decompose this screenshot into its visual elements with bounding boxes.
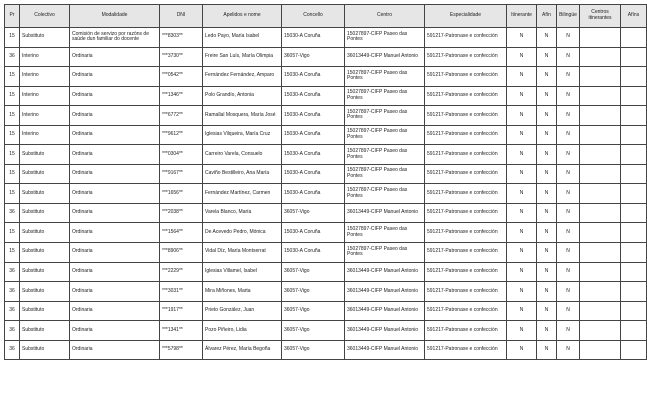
cell-especialidade: 591217-Patronaxe e confección: [425, 106, 507, 126]
cell-colectivo: Substituto: [20, 321, 70, 341]
cell-centros-itinerantes: [580, 223, 621, 243]
cell-afins: [621, 301, 647, 321]
cell-itinerante: N: [507, 145, 537, 165]
col-header-pr: Pr: [5, 5, 20, 28]
cell-afins: [621, 164, 647, 184]
cell-pr: 36: [5, 203, 20, 223]
cell-centro: 15027897-CIFP Paseo das Pontes: [345, 86, 425, 106]
cell-bilingue: N: [557, 243, 580, 263]
cell-centro: 36013449-CIFP Manuel Antonio: [345, 321, 425, 341]
cell-apelidos-e-nome: Fernández Fernández, Amparo: [203, 67, 282, 87]
cell-especialidade: 591217-Patronaxe e confección: [425, 47, 507, 67]
cell-afins: [621, 262, 647, 282]
table-container: [4, 4, 640, 360]
cell-centros-itinerantes: [580, 321, 621, 341]
cell-especialidade: 591217-Patronaxe e confección: [425, 321, 507, 341]
cell-apelidos-e-nome: Pozo Piñeiro, Lidia: [203, 321, 282, 341]
cell-concello: 36057-Vigo: [282, 340, 345, 360]
cell-especialidade: 591217-Patronaxe e confección: [425, 67, 507, 87]
cell-apelidos-e-nome: Fernández Martínez, Carmen: [203, 184, 282, 204]
cell-pr: 15: [5, 106, 20, 126]
col-header-afins: Afíns: [621, 5, 647, 28]
cell-apelidos-e-nome: Mira Miñones, Marta: [203, 282, 282, 302]
cell-concello: 15030-A Coruña: [282, 125, 345, 145]
table-body: [5, 28, 647, 360]
cell-centro: 36013449-CIFP Manuel Antonio: [345, 203, 425, 223]
cell-afin: N: [537, 203, 557, 223]
cell-centro: 15027897-CIFP Paseo das Pontes: [345, 28, 425, 48]
cell-bilingue: N: [557, 28, 580, 48]
cell-colectivo: Interino: [20, 125, 70, 145]
cell-itinerante: N: [507, 262, 537, 282]
cell-modalidade: Ordinaria: [70, 106, 160, 126]
col-header-apelidos-e-nome: Apelidos e nome: [203, 5, 282, 28]
cell-concello: 15030-A Coruña: [282, 243, 345, 263]
cell-bilingue: N: [557, 223, 580, 243]
cell-itinerante: N: [507, 106, 537, 126]
cell-especialidade: 591217-Patronaxe e confección: [425, 262, 507, 282]
cell-apelidos-e-nome: De Acevedo Pedro, Mónica: [203, 223, 282, 243]
cell-dni: ***1341**: [160, 321, 203, 341]
table-row: [5, 243, 647, 263]
cell-afin: N: [537, 125, 557, 145]
cell-especialidade: 591217-Patronaxe e confección: [425, 243, 507, 263]
cell-dni: ***8303**: [160, 28, 203, 48]
col-header-especialidade: Especialidade: [425, 5, 507, 28]
cell-modalidade: Ordinaria: [70, 67, 160, 87]
cell-afin: N: [537, 184, 557, 204]
cell-modalidade: Ordinaria: [70, 321, 160, 341]
col-header-centro: Centro: [345, 5, 425, 28]
cell-modalidade: Ordinaria: [70, 164, 160, 184]
cell-centros-itinerantes: [580, 67, 621, 87]
cell-apelidos-e-nome: Ramallal Mosquera, María José: [203, 106, 282, 126]
cell-bilingue: N: [557, 164, 580, 184]
cell-pr: 15: [5, 223, 20, 243]
cell-apelidos-e-nome: Prieto González, Juan: [203, 301, 282, 321]
cell-pr: 15: [5, 67, 20, 87]
table-header: [5, 5, 647, 28]
cell-afins: [621, 340, 647, 360]
cell-modalidade: Ordinaria: [70, 243, 160, 263]
cell-dni: ***8906**: [160, 243, 203, 263]
cell-bilingue: N: [557, 145, 580, 165]
table-row: [5, 106, 647, 126]
cell-afin: N: [537, 67, 557, 87]
cell-itinerante: N: [507, 67, 537, 87]
cell-dni: ***2038**: [160, 203, 203, 223]
cell-bilingue: N: [557, 184, 580, 204]
cell-colectivo: Substituto: [20, 262, 70, 282]
cell-centros-itinerantes: [580, 125, 621, 145]
cell-bilingue: N: [557, 86, 580, 106]
cell-bilingue: N: [557, 67, 580, 87]
col-header-bilingue: Bilingüe: [557, 5, 580, 28]
table-row: [5, 340, 647, 360]
cell-colectivo: Interino: [20, 47, 70, 67]
cell-apelidos-e-nome: Varela Blanco, María: [203, 203, 282, 223]
cell-centro: 15027897-CIFP Paseo das Pontes: [345, 164, 425, 184]
cell-itinerante: N: [507, 340, 537, 360]
cell-especialidade: 591217-Patronaxe e confección: [425, 340, 507, 360]
cell-afins: [621, 282, 647, 302]
cell-modalidade: Ordinaria: [70, 47, 160, 67]
cell-bilingue: N: [557, 125, 580, 145]
cell-colectivo: Substituto: [20, 243, 70, 263]
cell-afin: N: [537, 164, 557, 184]
cell-centro: 36013449-CIFP Manuel Antonio: [345, 340, 425, 360]
cell-afin: N: [537, 145, 557, 165]
cell-modalidade: Ordinaria: [70, 340, 160, 360]
table-row: [5, 125, 647, 145]
cell-afin: N: [537, 301, 557, 321]
header-row: [5, 5, 647, 28]
cell-dni: ***1346**: [160, 86, 203, 106]
table-row: [5, 67, 647, 87]
col-header-concello: Concello: [282, 5, 345, 28]
col-header-itinerante: Itinerante: [507, 5, 537, 28]
cell-modalidade: Ordinaria: [70, 86, 160, 106]
cell-centro: 15027897-CIFP Paseo das Pontes: [345, 106, 425, 126]
cell-apelidos-e-nome: Caviño Bestilleiro, Ana María: [203, 164, 282, 184]
cell-concello: 15030-A Coruña: [282, 164, 345, 184]
cell-modalidade: Ordinaria: [70, 223, 160, 243]
cell-apelidos-e-nome: Polo Grandío, Antonia: [203, 86, 282, 106]
assignments-table: [4, 4, 647, 360]
cell-dni: ***1656**: [160, 184, 203, 204]
cell-colectivo: Interino: [20, 106, 70, 126]
cell-colectivo: Substituto: [20, 282, 70, 302]
cell-afins: [621, 321, 647, 341]
table-row: [5, 321, 647, 341]
cell-especialidade: 591217-Patronaxe e confección: [425, 86, 507, 106]
cell-colectivo: Interino: [20, 67, 70, 87]
cell-dni: ***1917**: [160, 301, 203, 321]
cell-bilingue: N: [557, 106, 580, 126]
cell-especialidade: 591217-Patronaxe e confección: [425, 203, 507, 223]
cell-pr: 15: [5, 243, 20, 263]
cell-centros-itinerantes: [580, 203, 621, 223]
cell-especialidade: 591217-Patronaxe e confección: [425, 164, 507, 184]
cell-centros-itinerantes: [580, 28, 621, 48]
cell-modalidade: Ordinaria: [70, 184, 160, 204]
cell-apelidos-e-nome: Ledo Payo, María Isabel: [203, 28, 282, 48]
cell-itinerante: N: [507, 203, 537, 223]
cell-bilingue: N: [557, 47, 580, 67]
cell-pr: 15: [5, 86, 20, 106]
col-header-centros-itinerantes: Centros itinerantes: [580, 5, 621, 28]
cell-bilingue: N: [557, 301, 580, 321]
cell-itinerante: N: [507, 243, 537, 263]
cell-centro: 36013449-CIFP Manuel Antonio: [345, 282, 425, 302]
col-header-afin: Afín: [537, 5, 557, 28]
cell-centros-itinerantes: [580, 340, 621, 360]
cell-concello: 36057-Vigo: [282, 262, 345, 282]
cell-afin: N: [537, 223, 557, 243]
cell-afins: [621, 145, 647, 165]
cell-itinerante: N: [507, 321, 537, 341]
cell-itinerante: N: [507, 86, 537, 106]
cell-pr: 15: [5, 125, 20, 145]
cell-pr: 36: [5, 282, 20, 302]
cell-dni: ***1564**: [160, 223, 203, 243]
table-row: [5, 164, 647, 184]
cell-colectivo: Substituto: [20, 340, 70, 360]
cell-bilingue: N: [557, 203, 580, 223]
cell-colectivo: Substituto: [20, 28, 70, 48]
cell-concello: 36057-Vigo: [282, 321, 345, 341]
cell-centros-itinerantes: [580, 262, 621, 282]
table-row: [5, 301, 647, 321]
cell-colectivo: Substituto: [20, 203, 70, 223]
cell-itinerante: N: [507, 301, 537, 321]
cell-concello: 15030-A Coruña: [282, 86, 345, 106]
cell-centro: 36013449-CIFP Manuel Antonio: [345, 301, 425, 321]
cell-centros-itinerantes: [580, 282, 621, 302]
cell-modalidade: Ordinaria: [70, 125, 160, 145]
cell-concello: 15030-A Coruña: [282, 106, 345, 126]
cell-afin: N: [537, 28, 557, 48]
cell-centro: 15027897-CIFP Paseo das Pontes: [345, 145, 425, 165]
cell-dni: ***3730**: [160, 47, 203, 67]
cell-bilingue: N: [557, 262, 580, 282]
cell-colectivo: Interino: [20, 86, 70, 106]
cell-centro: 15027897-CIFP Paseo das Pontes: [345, 184, 425, 204]
cell-especialidade: 591217-Patronaxe e confección: [425, 301, 507, 321]
cell-pr: 36: [5, 47, 20, 67]
cell-afin: N: [537, 282, 557, 302]
col-header-dni: DNI: [160, 5, 203, 28]
col-header-modalidade: Modalidade: [70, 5, 160, 28]
cell-itinerante: N: [507, 223, 537, 243]
cell-concello: 36057-Vigo: [282, 301, 345, 321]
cell-afin: N: [537, 243, 557, 263]
cell-concello: 36057-Vigo: [282, 47, 345, 67]
cell-apelidos-e-nome: Vidal Díz, María Montserrat: [203, 243, 282, 263]
cell-centros-itinerantes: [580, 301, 621, 321]
cell-colectivo: Substituto: [20, 164, 70, 184]
cell-pr: 36: [5, 340, 20, 360]
cell-afins: [621, 86, 647, 106]
cell-afin: N: [537, 86, 557, 106]
cell-dni: ***6772**: [160, 106, 203, 126]
cell-afin: N: [537, 340, 557, 360]
cell-centro: 15027897-CIFP Paseo das Pontes: [345, 243, 425, 263]
cell-especialidade: 591217-Patronaxe e confección: [425, 282, 507, 302]
cell-bilingue: N: [557, 340, 580, 360]
cell-concello: 15030-A Coruña: [282, 28, 345, 48]
cell-dni: ***3031**: [160, 282, 203, 302]
cell-afins: [621, 125, 647, 145]
cell-afins: [621, 47, 647, 67]
cell-afins: [621, 184, 647, 204]
cell-concello: 15030-A Coruña: [282, 223, 345, 243]
cell-centros-itinerantes: [580, 145, 621, 165]
table-row: [5, 184, 647, 204]
cell-centros-itinerantes: [580, 243, 621, 263]
cell-concello: 36057-Vigo: [282, 282, 345, 302]
table-row: [5, 28, 647, 48]
cell-pr: 15: [5, 184, 20, 204]
cell-colectivo: Substituto: [20, 184, 70, 204]
cell-dni: ***5798**: [160, 340, 203, 360]
cell-centro: 36013449-CIFP Manuel Antonio: [345, 262, 425, 282]
table-row: [5, 203, 647, 223]
cell-afins: [621, 243, 647, 263]
table-row: [5, 145, 647, 165]
cell-pr: 15: [5, 145, 20, 165]
cell-afins: [621, 106, 647, 126]
cell-especialidade: 591217-Patronaxe e confección: [425, 28, 507, 48]
cell-afin: N: [537, 321, 557, 341]
cell-centros-itinerantes: [580, 86, 621, 106]
cell-especialidade: 591217-Patronaxe e confección: [425, 184, 507, 204]
cell-itinerante: N: [507, 184, 537, 204]
cell-afins: [621, 28, 647, 48]
cell-pr: 36: [5, 321, 20, 341]
cell-pr: 15: [5, 28, 20, 48]
table-row: [5, 282, 647, 302]
cell-concello: 15030-A Coruña: [282, 145, 345, 165]
cell-afin: N: [537, 262, 557, 282]
cell-centros-itinerantes: [580, 184, 621, 204]
cell-afins: [621, 223, 647, 243]
cell-dni: ***0542**: [160, 67, 203, 87]
col-header-colectivo: Colectivo: [20, 5, 70, 28]
cell-modalidade: Ordinaria: [70, 203, 160, 223]
cell-itinerante: N: [507, 164, 537, 184]
cell-centro: 15027897-CIFP Paseo das Pontes: [345, 67, 425, 87]
cell-apelidos-e-nome: Iglesias Villamel, Isabel: [203, 262, 282, 282]
cell-itinerante: N: [507, 47, 537, 67]
cell-especialidade: 591217-Patronaxe e confección: [425, 223, 507, 243]
cell-centro: 15027897-CIFP Paseo das Pontes: [345, 223, 425, 243]
cell-centros-itinerantes: [580, 106, 621, 126]
cell-bilingue: N: [557, 321, 580, 341]
table-row: [5, 86, 647, 106]
cell-itinerante: N: [507, 125, 537, 145]
cell-itinerante: N: [507, 28, 537, 48]
cell-centro: 15027897-CIFP Paseo das Pontes: [345, 125, 425, 145]
cell-centros-itinerantes: [580, 47, 621, 67]
table-row: [5, 262, 647, 282]
cell-dni: ***2229**: [160, 262, 203, 282]
cell-afin: N: [537, 47, 557, 67]
cell-concello: 36057-Vigo: [282, 203, 345, 223]
cell-apelidos-e-nome: Carreiro Varela, Consuelo: [203, 145, 282, 165]
cell-itinerante: N: [507, 282, 537, 302]
cell-pr: 15: [5, 164, 20, 184]
cell-dni: ***9167**: [160, 164, 203, 184]
cell-centros-itinerantes: [580, 164, 621, 184]
cell-bilingue: N: [557, 282, 580, 302]
table-row: [5, 47, 647, 67]
cell-afin: N: [537, 106, 557, 126]
cell-apelidos-e-nome: Iglesias Vilqueira, María Cruz: [203, 125, 282, 145]
cell-apelidos-e-nome: Álvarez Pérez, María Begoña: [203, 340, 282, 360]
cell-afins: [621, 67, 647, 87]
cell-especialidade: 591217-Patronaxe e confección: [425, 125, 507, 145]
cell-especialidade: 591217-Patronaxe e confección: [425, 145, 507, 165]
cell-modalidade: Ordinaria: [70, 282, 160, 302]
cell-modalidade: Comisión de servizo por razóns de saúde dun familiar do docente: [70, 28, 160, 48]
table-row: [5, 223, 647, 243]
cell-pr: 36: [5, 301, 20, 321]
cell-concello: 15030-A Coruña: [282, 67, 345, 87]
cell-modalidade: Ordinaria: [70, 262, 160, 282]
cell-centro: 36013449-CIFP Manuel Antonio: [345, 47, 425, 67]
cell-apelidos-e-nome: Freire San Luís, María Olimpia: [203, 47, 282, 67]
cell-modalidade: Ordinaria: [70, 145, 160, 165]
cell-pr: 36: [5, 262, 20, 282]
cell-colectivo: Substituto: [20, 301, 70, 321]
cell-modalidade: Ordinaria: [70, 301, 160, 321]
cell-dni: ***0304**: [160, 145, 203, 165]
cell-colectivo: Substituto: [20, 145, 70, 165]
cell-concello: 15030-A Coruña: [282, 184, 345, 204]
cell-dni: ***9612**: [160, 125, 203, 145]
cell-colectivo: Substituto: [20, 223, 70, 243]
cell-afins: [621, 203, 647, 223]
